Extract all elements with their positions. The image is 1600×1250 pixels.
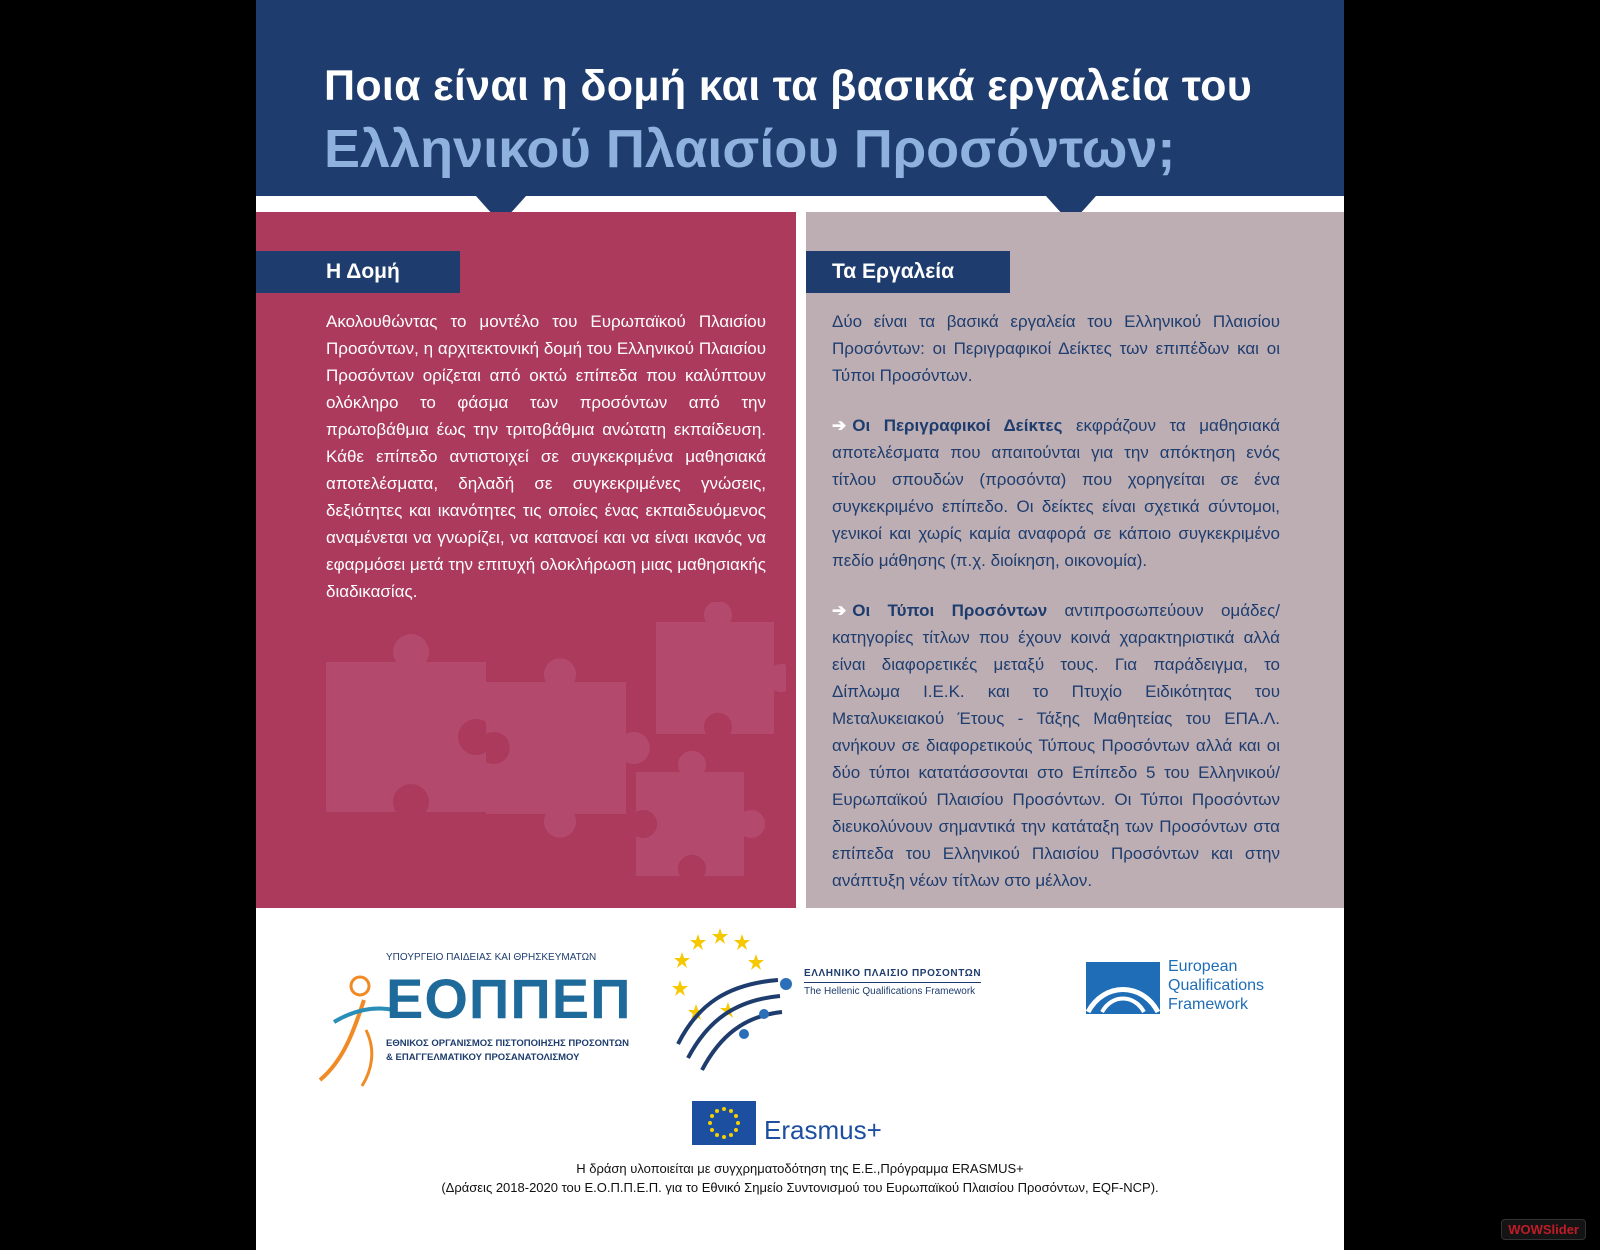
hqf-title-english: The Hellenic Qualifications Framework <box>804 986 976 997</box>
eqf-bridge-icon <box>1086 962 1160 1014</box>
descriptors-item <box>832 412 1280 574</box>
tools-text <box>832 308 1280 908</box>
eoppep-subtitle-1: ΕΘΝΙΚΟΣ ΟΡΓΑΝΙΣΜΟΣ ΠΙΣΤΟΠΟΙΗΣΗΣ ΠΡΟΣΟΝΤΩΝ <box>386 1038 630 1049</box>
hqf-title-greek: ΕΛΛΗΝΙΚΟ ΠΛΑΙΣΙΟ ΠΡΟΣΟΝΤΩΝ <box>804 968 981 983</box>
eqf-word-2: Qualifications <box>1168 977 1265 994</box>
tools-heading: Τα Εργαλεία <box>806 251 1010 293</box>
ministry-label: ΥΠΟΥΡΓΕΙΟ ΠΑΙΔΕΙΑΣ ΚΑΙ ΘΡΗΣΚΕΥΜΑΤΩΝ <box>386 952 597 963</box>
structure-text: Ακολουθώντας το μοντέλο του Ευρωπαϊκού Πλαισίου Προσόντων, η αρχιτεκτονική δομή του Ελληνικού Πλαισίου Προσόντων ορίζεται από οκτώ επίπεδα που καλύπτουν ολόκληρο το φάσμα των προσόντων από την πρωτοβάθμια έως την τριτοβάθμια ανώτατη εκπαίδευση. Κάθε επίπεδο αντιστοιχεί σε συγκεκριμένα μαθησιακά αποτελέσματα, δηλαδή σε συγκεκριμένες γνώσεις, δεξιότητες και ικανότητες τις οποίες ένας εκπαιδευόμενος αναμένεται να γνωρίζει, να κατανοεί και να είναι ικανός να εφαρμόσει μετά την επιτυχή ολοκλήρωση μιας μαθησιακής διαδικασίας. <box>326 312 766 601</box>
structure-panel <box>256 212 796 908</box>
footer-funding-line: Η δράση υλοποιείται με συγχρηματοδότηση της Ε.Ε.,Πρόγραμμα ERASMUS+ <box>576 1161 1024 1176</box>
wowslider-watermark: WOWSlider <box>1501 1219 1586 1240</box>
eoppep-logo <box>314 952 632 1092</box>
eqf-logo <box>1086 958 1286 1018</box>
erasmus-wordmark: Erasmus+ <box>764 1115 882 1145</box>
types-text: αντιπροσωπεύουν ομάδες/κατηγορίες τίτλων που έχουν κοινά χαρακτηριστικά αλλά είναι διαφορετικές μεταξύ τους. Για παράδειγμα, το Δίπλωμα Ι.Ε.Κ. και το Πτυχίο Ειδικότητας του Μεταλυκειακού Έτους - Τάξης Μαθητείας του ΕΠΑ.Λ. ανήκουν σε διαφορετικούς Τύπους Προσόντων αλλά και οι δύο τύποι κατατάσσονται στο Επίπεδο 5 του Ελληνικού/Ευρωπαϊκού Πλαισίου Προσόντων. Οι Τύποι Προσόντων διευκολύνουν σημαντικά την κατάταξη των Προσόντων στα επίπεδα του Ελληνικού Πλαισίου Προσόντων και στην ανάπτυξη νέων τίτλων στο μέλλον. <box>832 601 1280 890</box>
tools-panel <box>806 212 1344 908</box>
types-term: Οι Τύποι Προσόντων <box>852 601 1048 620</box>
erasmus-logo <box>692 1101 932 1147</box>
structure-heading: Η Δομή <box>256 251 460 293</box>
logos-row <box>256 908 1344 1145</box>
puzzle-pieces-decoration <box>316 602 786 902</box>
poster <box>256 0 1344 1250</box>
eqf-word-3: Framework <box>1168 996 1249 1013</box>
descriptors-text: εκφράζουν τα μαθησιακά αποτελέσματα που απαιτούνται για την απόκτηση ενός τίτλου σπουδών (προσόντα) που χορηγείται σε ένα συγκεκριμένο επίπεδο. Οι δείκτες είναι σχετικά σύντομοι, γενικοί και χωρίς καμία αναφορά σε κάποιο συγκεκριμένο πεδίο μάθησης (π.χ. διοίκηση, οικονομία). <box>832 416 1280 570</box>
eu-flag-icon <box>692 1101 756 1145</box>
tools-intro: Δύο είναι τα βασικά εργαλεία του Ελληνικού Πλαισίου Προσόντων: οι Περιγραφικοί Δείκτες των επιπέδων και οι Τύποι Προσόντων. <box>832 312 1280 385</box>
title-line-1: Ποια είναι η δομή και τα βασικά εργαλεία του <box>324 62 1253 110</box>
hqf-logo <box>668 924 982 1074</box>
types-item <box>832 597 1280 894</box>
eoppep-wordmark: ΕΟΠΠΕΠ <box>386 967 632 1030</box>
descriptors-term: Οι Περιγραφικοί Δείκτες <box>852 416 1063 435</box>
eqf-word-1: European <box>1168 958 1238 975</box>
footer-actions-line: (Δράσεις 2018-2020 του Ε.Ο.Π.Π.Ε.Π. για το Εθνικό Σημείο Συντονισμού του Ευρωπαϊκού Πλαισίου Προσόντων, EQF-NCP). <box>441 1180 1159 1195</box>
header-banner <box>256 0 1344 204</box>
title-line-2: Ελληνικού Πλαισίου Προσόντων; <box>324 119 1176 179</box>
eoppep-subtitle-2: & ΕΠΑΓΓΕΛΜΑΤΙΚΟΥ ΠΡΟΣΑΝΑΤΟΛΙΣΜΟΥ <box>386 1052 580 1063</box>
stars-runners-icon <box>668 924 798 1074</box>
arrow-right-icon: ➔ <box>832 416 847 435</box>
arrow-right-icon: ➔ <box>832 601 847 620</box>
